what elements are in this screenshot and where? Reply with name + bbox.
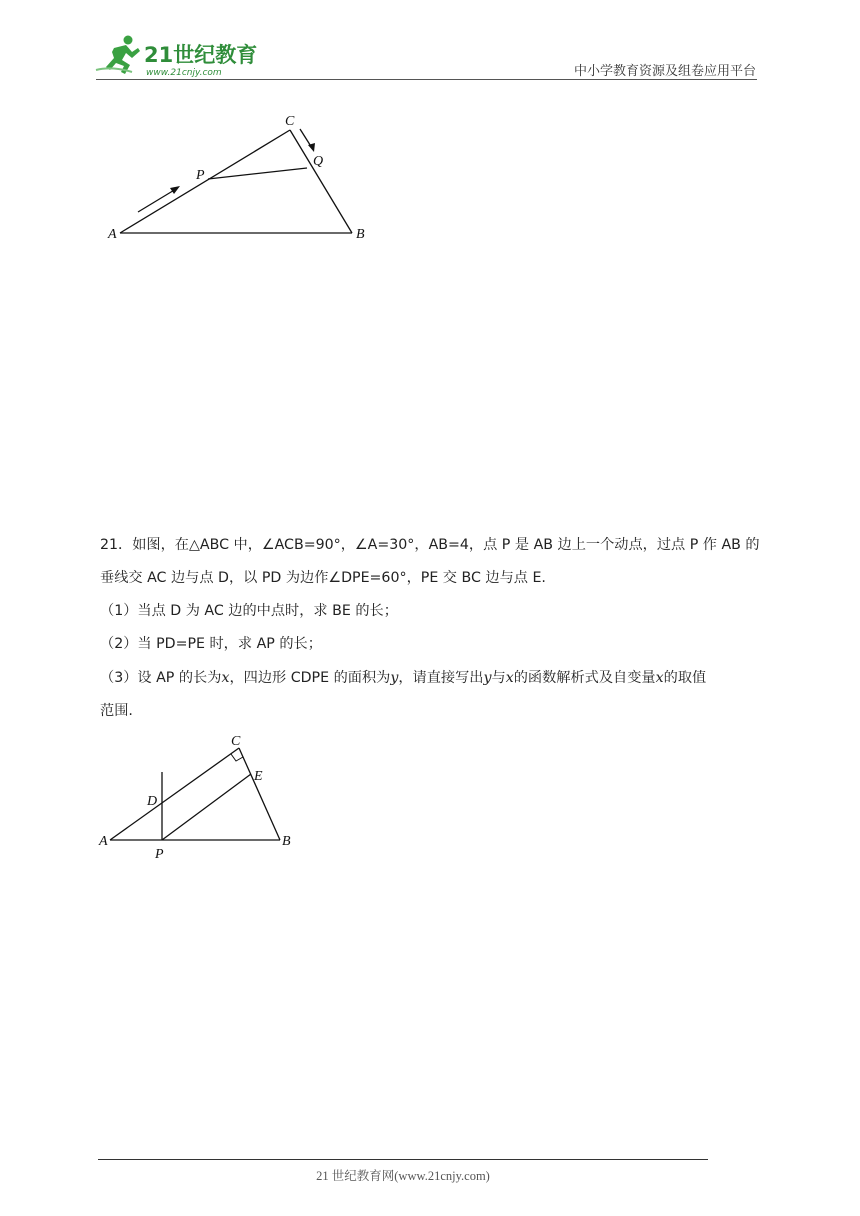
footer-divider bbox=[98, 1159, 708, 1160]
label-d: D bbox=[147, 794, 158, 809]
label-c: C bbox=[285, 114, 295, 129]
question-21-part-3: （3）设 AP 的长为x，四边形 CDPE 的面积为y，请直接写出y与x的函数解析式及自变量x的取值 bbox=[100, 670, 707, 686]
label-b: B bbox=[356, 227, 365, 242]
segment-cb bbox=[290, 130, 352, 233]
header-divider bbox=[96, 79, 757, 80]
variable-x: x bbox=[655, 670, 664, 686]
footer-source-text: 21 世纪教育网(www.21cnjy.com) bbox=[316, 1169, 490, 1183]
segment-cb bbox=[239, 748, 280, 840]
variable-y: y bbox=[483, 670, 492, 686]
label-p: P bbox=[196, 168, 205, 183]
label-q: Q bbox=[313, 154, 324, 169]
question-21-line-1: 21．如图，在△ABC 中，∠ACB=90°，∠A=30°，AB=4，点 P 是 AB 边上一个动点，过点 P 作 AB 的 bbox=[100, 537, 760, 553]
arrow-p-direction bbox=[138, 189, 176, 212]
variable-y: y bbox=[390, 670, 399, 686]
segment-pe bbox=[162, 774, 251, 840]
logo-url: www.21cnjy.com bbox=[146, 68, 222, 78]
figure-triangle-moving-points bbox=[100, 108, 380, 248]
label-a: A bbox=[99, 834, 108, 849]
label-e: E bbox=[254, 769, 263, 784]
arrow-head-icon bbox=[170, 186, 180, 194]
variable-x: x bbox=[221, 670, 230, 686]
site-logo bbox=[92, 32, 262, 82]
header-platform-text: 中小学教育资源及组卷应用平台 bbox=[573, 64, 756, 79]
label-c: C bbox=[231, 734, 241, 749]
segment-ac bbox=[110, 748, 239, 840]
figure-right-triangle-cdpe bbox=[92, 732, 307, 864]
label-b: B bbox=[282, 834, 291, 849]
question-21-part-3-line-2: 范围. bbox=[100, 703, 133, 719]
question-21-part-1: （1）当点 D 为 AC 边的中点时，求 BE 的长； bbox=[100, 603, 398, 619]
question-21-part-2: （2）当 PD=PE 时，求 AP 的长； bbox=[100, 636, 322, 652]
segment-pq bbox=[208, 168, 307, 179]
label-a: A bbox=[108, 227, 117, 242]
question-21-line-2: 垂线交 AC 边与点 D，以 PD 为边作∠DPE=60°，PE 交 BC 边与点 E. bbox=[100, 570, 546, 586]
right-angle-mark bbox=[231, 754, 243, 761]
logo-text: 21世纪教育 bbox=[144, 43, 258, 67]
segment-ac bbox=[120, 130, 290, 233]
label-p: P bbox=[155, 847, 164, 862]
runner-logo-icon bbox=[92, 32, 262, 82]
variable-x: x bbox=[505, 670, 514, 686]
